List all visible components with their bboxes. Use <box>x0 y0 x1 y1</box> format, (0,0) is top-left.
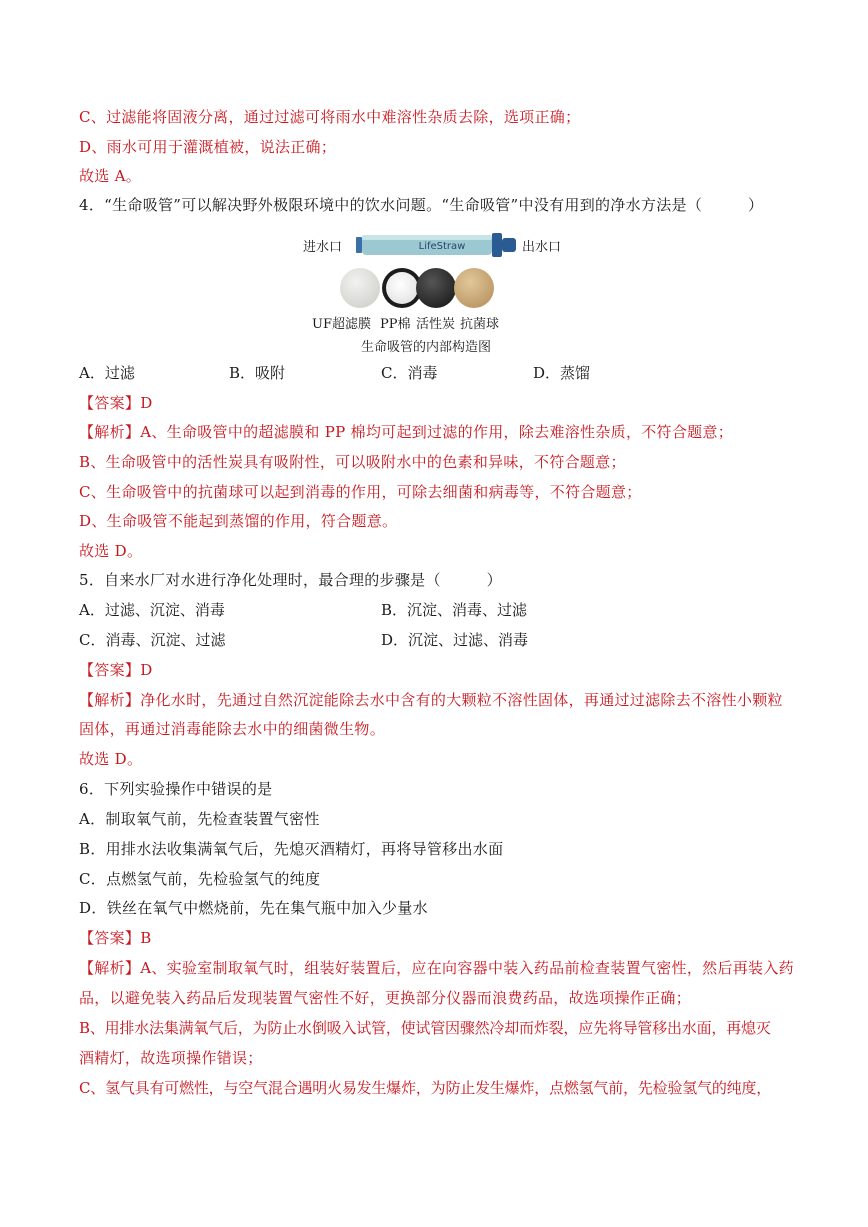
q5-explanation: 【解析】净化水时，先通过自然沉淀能除去水中含有的大颗粒不溶性固体，再通过过滤除去不溶性小颗粒 <box>79 691 783 709</box>
text-line: 酒精灯，故选项操作错误； <box>79 1049 263 1067</box>
q5-option-d: D．沉淀、过滤、消毒 <box>381 631 529 649</box>
straw-image <box>354 232 524 258</box>
antibacterial-ball-image <box>454 268 494 308</box>
uf-membrane-image <box>340 268 380 308</box>
q4-option-c: C．消毒 <box>381 364 438 382</box>
text-line: 品，以避免装入药品后发现装置气密性不好，更换部分仪器而浪费药品，故选项操作正确； <box>79 989 692 1007</box>
activated-carbon-image <box>416 268 456 308</box>
carbon-label: 活性炭 <box>416 317 456 332</box>
ball-label: 抗菌球 <box>460 317 500 332</box>
text-line: D、生命吸管不能起到蒸馏的作用，符合题意。 <box>79 512 398 530</box>
q4-option-d: D．蒸馏 <box>533 364 591 382</box>
q4-option-b: B．吸附 <box>229 364 286 382</box>
text-line: 固体，再通过消毒能除去水中的细菌微生物。 <box>79 720 386 738</box>
q6-option-a: A．制取氧气前，先检查装置气密性 <box>79 810 320 828</box>
figure-caption: 生命吸管的内部构造图 <box>361 340 492 355</box>
outlet-label: 出水口 <box>522 240 562 255</box>
q5-option-a: A．过滤、沉淀、消毒 <box>79 601 225 619</box>
text-line: 故选 A。 <box>79 167 142 185</box>
q5-option-c: C．消毒、沉淀、过滤 <box>79 631 226 649</box>
q5-option-b: B．沉淀、消毒、过滤 <box>381 601 528 619</box>
uf-label: UF超滤膜 <box>312 317 371 332</box>
q5-answer: 【答案】D <box>79 661 153 679</box>
text-line: D、雨水可用于灌溉植被，说法正确； <box>79 138 337 156</box>
brand-text: LifeStraw <box>418 241 466 252</box>
text-line: B、生命吸管中的活性炭具有吸附性，可以吸附水中的色素和异味，不符合题意； <box>79 453 626 471</box>
q6-option-c: C．点燃氢气前，先检验氢气的纯度 <box>79 870 321 888</box>
q4-option-a: A．过滤 <box>79 364 135 382</box>
text-line: 故选 D。 <box>79 542 143 560</box>
q6-option-d: D．铁丝在氧气中燃烧前，先在集气瓶中加入少量水 <box>79 899 428 917</box>
q4-explanation: 【解析】A、生命吸管中的超滤膜和 PP 棉均可起到过滤的作用，除去难溶性杂质，不符合题意； <box>79 423 734 441</box>
question-6: 6．下列实验操作中错误的是 <box>79 780 273 798</box>
q6-option-b: B．用排水法收集满氧气后，先熄灭酒精灯，再将导管移出水面 <box>79 840 504 858</box>
question-4: 4．“生命吸管”可以解决野外极限环境中的饮水问题。“生命吸管”中没有用到的净水方法是（ ） <box>79 196 764 214</box>
lifestraw-figure <box>300 228 570 358</box>
question-5: 5．自来水厂对水进行净化处理时，最合理的步骤是（ ） <box>79 571 502 589</box>
text-line: C、生命吸管中的抗菌球可以起到消毒的作用，可除去细菌和病毒等，不符合题意； <box>79 483 642 501</box>
q6-explanation: 【解析】A、实验室制取氧气时，组装好装置后，应在向容器中装入药品前检查装置气密性，然后再装入药 <box>79 959 794 977</box>
pp-label: PP棉 <box>380 317 411 332</box>
inlet-label: 进水口 <box>303 240 343 255</box>
text-line: C、氢气具有可燃性，与空气混合遇明火易发生爆炸，为防止发生爆炸，点燃氢气前，先检验氢气的纯度， <box>79 1079 772 1097</box>
q6-answer: 【答案】B <box>79 929 152 947</box>
q4-answer: 【答案】D <box>79 394 153 412</box>
text-line: C、过滤能将固液分离，通过过滤可将雨水中难溶性杂质去除，选项正确； <box>79 108 581 126</box>
text-line: 故选 D。 <box>79 750 143 768</box>
text-line: B、用排水法集满氧气后，为防止水倒吸入试管，使试管因骤然冷却而炸裂，应先将导管移出水面，再熄灭 <box>79 1019 771 1037</box>
